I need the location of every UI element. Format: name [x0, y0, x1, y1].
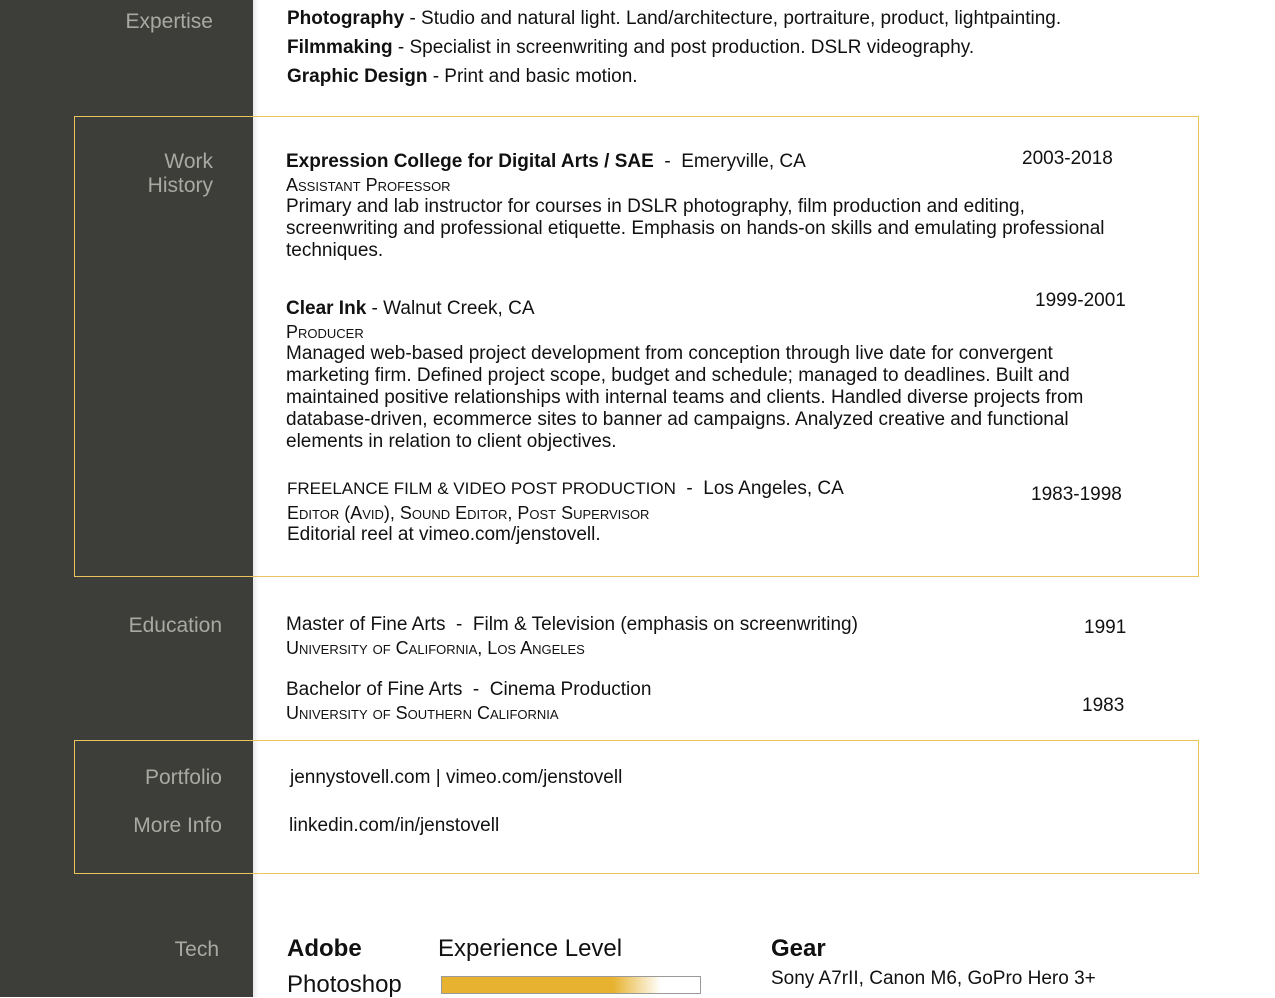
job-org: FREELANCE FILM & VIDEO POST PRODUCTION — [287, 479, 676, 498]
skill-name: Photoshop — [287, 971, 402, 998]
job-description: Editorial reel at vimeo.com/jenstovell. — [287, 524, 601, 545]
tech-adobe-heading: Adobe — [287, 935, 362, 962]
section-label-history: History — [147, 174, 213, 197]
education-degree: Master of Fine Arts - Film & Television (emphasis on screenwriting) — [286, 614, 858, 635]
tech-experience-heading: Experience Level — [438, 935, 623, 962]
job-heading — [287, 478, 844, 500]
job-role: Editor (Avid), Sound Editor, Post Supervisor — [287, 503, 650, 523]
portfolio-box — [74, 740, 1199, 874]
section-label-more-info: More Info — [133, 814, 222, 837]
section-label-expertise: Expertise — [125, 10, 213, 33]
job-years: 2003-2018 — [1022, 148, 1113, 169]
expertise-desc: - Specialist in screenwriting and post production. DSLR videography. — [392, 37, 975, 58]
skill-level-fill — [442, 977, 661, 993]
job-description: Primary and lab instructor for courses in DSLR photography, film production and editing, screenwriting and professional etiquette. Emphasis on hands-on skills and emulating professional techniques. — [286, 196, 1105, 261]
job-org: Clear Ink — [286, 298, 367, 319]
portfolio-links[interactable]: jennystovell.com | vimeo.com/jenstovell — [290, 767, 623, 788]
section-label-tech: Tech — [174, 938, 219, 961]
education-school: University of Southern California — [286, 703, 559, 723]
section-label-education: Education — [128, 614, 222, 637]
expertise-desc: - Print and basic motion. — [427, 66, 638, 87]
section-label-work: Work — [164, 150, 213, 173]
skill-level-bar — [441, 976, 701, 994]
job-org: Expression College for Digital Arts / SAE — [286, 151, 654, 172]
gear-list: Sony A7rII, Canon M6, GoPro Hero 3+ — [771, 968, 1096, 989]
job-heading — [286, 151, 806, 173]
education-year: 1983 — [1082, 695, 1125, 716]
education-school: University of California, Los Angeles — [286, 638, 585, 658]
job-location: - Walnut Creek, CA — [366, 298, 535, 319]
expertise-title: Photography — [287, 8, 405, 29]
job-location: - Los Angeles, CA — [675, 478, 844, 499]
education-year: 1991 — [1084, 617, 1127, 638]
tech-gear-heading: Gear — [771, 935, 826, 962]
job-role: Producer — [286, 322, 364, 342]
job-heading — [286, 298, 535, 320]
section-label-portfolio: Portfolio — [144, 766, 222, 789]
job-role: Assistant Professor — [286, 175, 451, 195]
job-location: - Emeryville, CA — [653, 151, 806, 172]
expertise-desc: - Studio and natural light. Land/architecture, portraiture, product, lightpainting. — [404, 8, 1062, 29]
expertise-item — [287, 66, 638, 88]
education-degree: Bachelor of Fine Arts - Cinema Production — [286, 679, 652, 700]
expertise-item — [287, 37, 974, 59]
expertise-item — [287, 8, 1061, 30]
job-years: 1983-1998 — [1031, 484, 1122, 505]
job-description: Managed web-based project development from conception through live date for convergent marketing firm. Defined project scope, budget and schedule; managed to deadlines. Built and maintained positive relationships with internal teams and clients. Handled diverse projects from database-driven, ecommerce sites to banner ad campaigns. Analyzed creative and functional elements in relation to client objectives. — [286, 343, 1084, 452]
linkedin-link[interactable]: linkedin.com/in/jenstovell — [289, 815, 500, 836]
expertise-title: Filmmaking — [287, 37, 393, 58]
expertise-title: Graphic Design — [287, 66, 428, 87]
job-years: 1999-2001 — [1035, 290, 1126, 311]
